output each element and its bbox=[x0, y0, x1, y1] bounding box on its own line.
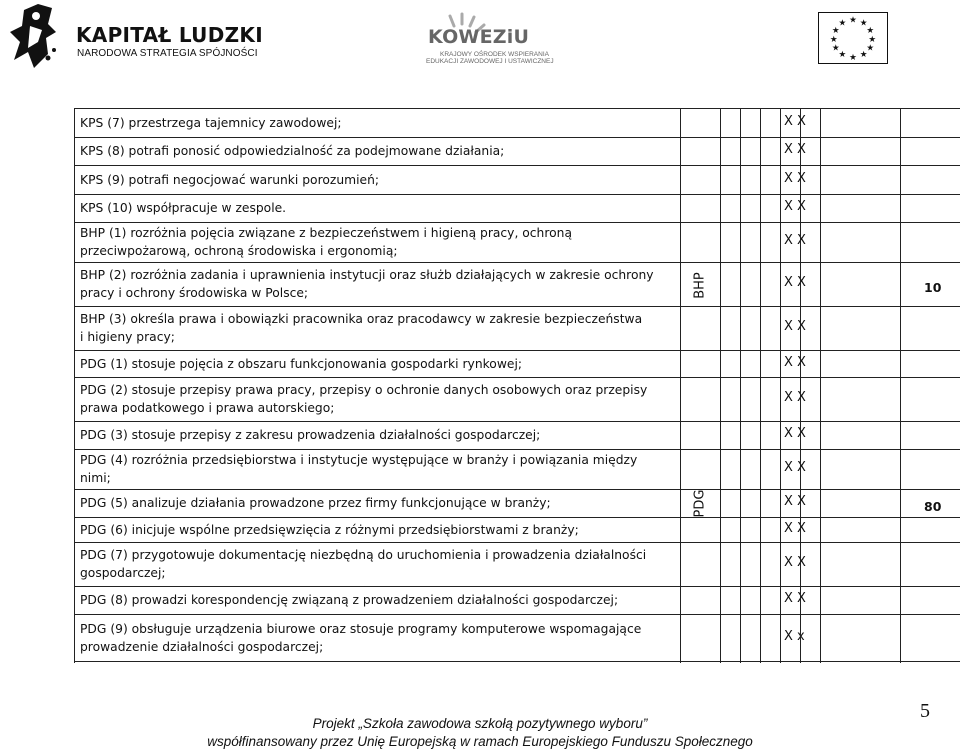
row-description: przeciwpożarową, ochroną środowiska i ergonomią; bbox=[80, 244, 398, 258]
row-description: PDG (4) rozróżnia przedsiębiorstwa i instytucje występujące w branży i powiązania między bbox=[80, 453, 638, 467]
row-description: PDG (1) stosuje pojęcia z obszaru funkcjonowania gospodarki rynkowej; bbox=[80, 357, 522, 371]
row-mark: X X bbox=[784, 114, 806, 129]
row-mark: X X bbox=[784, 555, 806, 570]
table-row bbox=[74, 306, 960, 350]
row-mark: X X bbox=[784, 171, 806, 186]
row-description: PDG (5) analizuje działania prowadzone przez firmy funkcjonujące w branży; bbox=[80, 496, 551, 510]
row-mark: X X bbox=[784, 142, 806, 157]
footer-project-line: Projekt „Szkoła zawodowa szkołą pozytywnego wyboru” bbox=[312, 716, 648, 731]
table-divider-6 bbox=[800, 108, 801, 663]
kapital-ludzki-subtitle: NARODOWA STRATEGIA SPÓJNOŚCI bbox=[77, 48, 258, 59]
kapital-ludzki-title: KAPITAŁ LUDZKI bbox=[76, 23, 263, 47]
row-description: gospodarczej; bbox=[80, 566, 166, 580]
row-description: i higieny pracy; bbox=[80, 330, 175, 344]
table-divider-5 bbox=[780, 108, 781, 663]
table-row bbox=[74, 137, 960, 165]
table-row bbox=[74, 165, 960, 194]
table-row bbox=[74, 421, 960, 449]
row-mark: X X bbox=[784, 390, 806, 405]
svg-text:★: ★ bbox=[838, 18, 847, 29]
row-description: PDG (8) prowadzi korespondencję związaną z prowadzeniem działalności gospodarczej; bbox=[80, 593, 619, 607]
table-row bbox=[74, 350, 960, 377]
row-description: prowadzenie działalności gospodarczej; bbox=[80, 640, 324, 654]
row-mark: X X bbox=[784, 426, 806, 441]
table-left-border bbox=[74, 108, 75, 663]
page-number: 5 bbox=[920, 700, 930, 722]
table-divider-2 bbox=[720, 108, 721, 663]
table-divider-8 bbox=[900, 108, 901, 663]
row-description: BHP (2) rozróżnia zadania i uprawnienia instytucji oraz służb działających w zakresie ochrony bbox=[80, 268, 654, 282]
koweziu-subtitle-1: KRAJOWY OŚRODEK WSPIERANIA bbox=[440, 51, 549, 58]
table-row bbox=[74, 489, 960, 517]
row-mark: X X bbox=[784, 521, 806, 536]
row-description: PDG (7) przygotowuje dokumentację niezbędną do uruchomienia i prowadzenia działalności bbox=[80, 548, 647, 562]
table-row bbox=[74, 517, 960, 542]
row-description: pracy i ochrony środowiska w Polsce; bbox=[80, 286, 309, 300]
table-row bbox=[74, 222, 960, 262]
svg-text:★: ★ bbox=[866, 26, 875, 37]
svg-text:★: ★ bbox=[849, 53, 857, 64]
row-mark: X X bbox=[784, 355, 806, 370]
svg-text:★: ★ bbox=[831, 43, 840, 54]
row-description: KPS (10) współpracuje w zespole. bbox=[80, 201, 287, 215]
group-label-bhp: BHP bbox=[692, 272, 708, 299]
table-divider-3 bbox=[740, 108, 741, 663]
svg-text:★: ★ bbox=[831, 26, 840, 37]
table-row bbox=[74, 262, 960, 306]
row-mark: X X bbox=[784, 199, 806, 214]
table-row bbox=[74, 194, 960, 222]
row-description: PDG (3) stosuje przepisy z zakresu prowadzenia działalności gospodarczej; bbox=[80, 428, 541, 442]
svg-text:★: ★ bbox=[866, 43, 875, 54]
row-mark: X X bbox=[784, 319, 806, 334]
row-description: KPS (7) przestrzega tajemnicy zawodowej; bbox=[80, 116, 342, 130]
group-total-pdg: 80 bbox=[924, 499, 942, 514]
row-description: PDG (6) inicjuje wspólne przedsięwzięcia z różnymi przedsiębiorstwami z branży; bbox=[80, 523, 579, 537]
svg-text:★: ★ bbox=[859, 50, 868, 61]
table-divider-7 bbox=[820, 108, 821, 663]
svg-text:★: ★ bbox=[859, 18, 868, 29]
table-row bbox=[74, 614, 960, 662]
koweziu-subtitle-2: EDUKACJI ZAWODOWEJ I USTAWICZNEJ bbox=[426, 58, 554, 65]
row-description: KPS (8) potrafi ponosić odpowiedzialność za podejmowane działania; bbox=[80, 144, 505, 158]
row-description: PDG (2) stosuje przepisy prawa pracy, przepisy o ochronie danych osobowych oraz przepisy bbox=[80, 383, 648, 397]
row-description: BHP (3) określa prawa i obowiązki pracownika oraz pracodawcy w zakresie bezpieczeństwa bbox=[80, 312, 643, 326]
row-mark: X X bbox=[784, 275, 806, 290]
row-description: PDG (9) obsługuje urządzenia biurowe oraz stosuje programy komputerowe wspomagające bbox=[80, 622, 642, 636]
row-mark: X x bbox=[784, 629, 805, 644]
row-description: nimi; bbox=[80, 471, 111, 485]
row-mark: X X bbox=[784, 233, 806, 248]
table-row bbox=[74, 377, 960, 421]
row-mark: X X bbox=[784, 494, 806, 509]
table-divider-1 bbox=[680, 108, 681, 663]
svg-text:★: ★ bbox=[829, 34, 838, 45]
table-row bbox=[74, 108, 960, 137]
footer-funding-line: współfinansowany przez Unię Europejską w ramach Europejskiego Funduszu Społecznego bbox=[207, 734, 753, 749]
kapital-ludzki-figure-icon bbox=[8, 2, 60, 70]
table-row bbox=[74, 449, 960, 489]
row-description: prawa podatkowego i prawa autorskiego; bbox=[80, 401, 335, 415]
table-divider-4 bbox=[760, 108, 761, 663]
group-total-bhp: 10 bbox=[924, 280, 942, 295]
row-mark: X X bbox=[784, 591, 806, 606]
group-label-pdg: PDG bbox=[692, 489, 708, 518]
table-row bbox=[74, 586, 960, 614]
koweziu-name: KOWEZiU bbox=[428, 26, 530, 48]
svg-text:★: ★ bbox=[868, 34, 877, 45]
svg-text:★: ★ bbox=[849, 15, 857, 26]
row-mark: X X bbox=[784, 460, 806, 475]
row-description: BHP (1) rozróżnia pojęcia związane z bezpieczeństwem i higieną pracy, ochroną bbox=[80, 226, 572, 240]
eu-flag-icon bbox=[818, 12, 888, 64]
svg-text:★: ★ bbox=[838, 50, 847, 61]
row-description: KPS (9) potrafi negocjować warunki porozumień; bbox=[80, 173, 380, 187]
table-row bbox=[74, 542, 960, 586]
